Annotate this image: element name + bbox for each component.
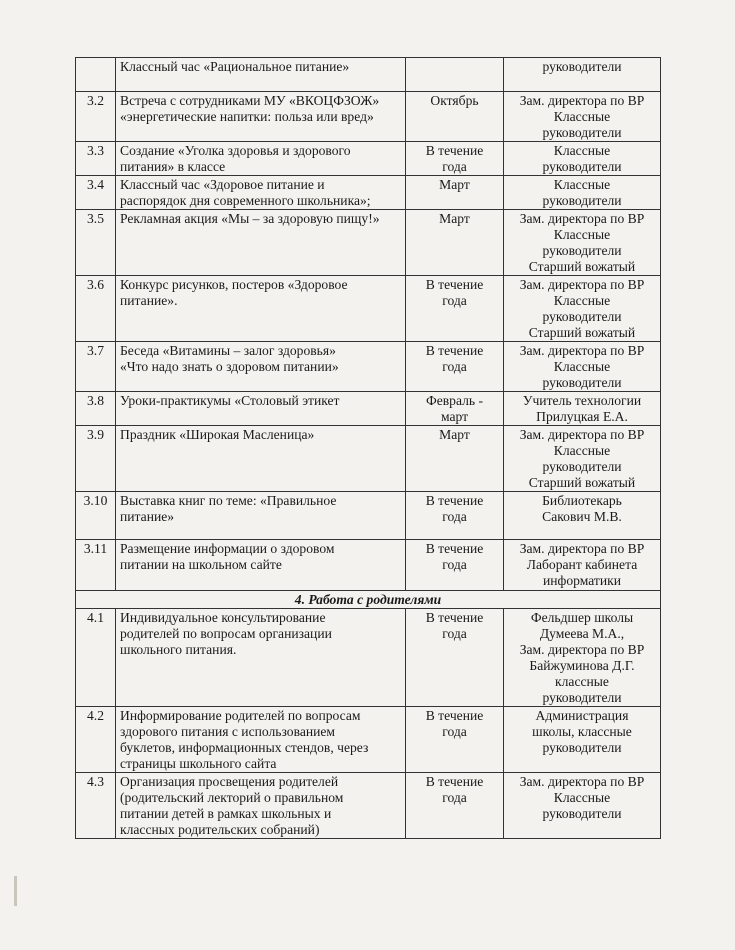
activity-name: [116, 492, 406, 540]
section-title: 4. Работа с родителями: [76, 591, 661, 609]
activity-date: [406, 540, 504, 591]
activity-date-line: года: [442, 293, 467, 308]
activity-responsible-line: Лаборант кабинета: [526, 557, 638, 572]
activity-name: [116, 426, 406, 492]
activity-responsible: [504, 342, 661, 392]
activity-responsible: [504, 276, 661, 342]
activity-date-line: года: [442, 790, 467, 805]
table-row: [76, 58, 661, 92]
activity-responsible-line: Зам. директора по ВР: [519, 642, 645, 657]
activity-name-line: «Что надо знать о здоровом питании»: [120, 359, 339, 374]
activity-date: [406, 392, 504, 426]
activity-name-line: Создание «Уголка здоровья и здорового: [120, 143, 351, 158]
activity-date: [406, 142, 504, 176]
activity-date-line: В течение: [425, 143, 484, 158]
activity-date: [406, 176, 504, 210]
activity-name-line: Индивидуальное консультирование: [120, 610, 326, 625]
scan-mark: [14, 876, 17, 906]
activity-name-line: Размещение информации о здоровом: [120, 541, 335, 556]
activity-name: [116, 176, 406, 210]
activity-date-line: года: [442, 159, 467, 174]
activity-responsible-line: классные: [555, 674, 609, 689]
row-number: 4.3: [76, 773, 116, 839]
activity-name-line: классных родительских собраний): [120, 822, 320, 837]
activities-table: [75, 57, 661, 839]
activity-name-line: Уроки-практикумы «Столовый этикет: [120, 393, 340, 408]
activity-responsible-line: Прилуцкая Е.А.: [536, 409, 628, 424]
activity-responsible-line: школы, классные: [532, 724, 632, 739]
activity-name: [116, 210, 406, 276]
activity-responsible-line: Думеева М.А.,: [539, 626, 625, 641]
activity-responsible-line: Зам. директора по ВР: [519, 277, 645, 292]
activity-date: [406, 342, 504, 392]
activity-responsible: [504, 176, 661, 210]
row-number: 3.5: [76, 210, 116, 276]
activity-responsible-line: руководители: [542, 375, 622, 390]
activity-date: [406, 609, 504, 707]
activity-date: [406, 58, 504, 92]
activity-responsible-line: руководители: [542, 806, 622, 821]
section-row: [76, 591, 661, 609]
row-number: 3.9: [76, 426, 116, 492]
activity-responsible: [504, 773, 661, 839]
activity-responsible-line: Классные: [553, 359, 611, 374]
activity-responsible: [504, 58, 661, 92]
activity-responsible-line: Зам. директора по ВР: [519, 541, 645, 556]
activity-responsible-line: Сакович М.В.: [542, 509, 622, 524]
activity-date-line: Октябрь: [430, 93, 479, 108]
activity-name: [116, 540, 406, 591]
activity-name-line: Информирование родителей по вопросам: [120, 708, 361, 723]
activity-name-line: «энергетические напитки: польза или вред»: [120, 109, 374, 124]
activity-date: [406, 276, 504, 342]
row-number: 4.2: [76, 707, 116, 773]
activity-responsible-line: руководители: [542, 125, 622, 140]
table-row: [76, 342, 661, 392]
activity-responsible-line: руководители: [542, 243, 622, 258]
activity-responsible-line: Классные: [553, 227, 611, 242]
activity-responsible: [504, 142, 661, 176]
table-row: [76, 426, 661, 492]
activity-date-line: Март: [439, 177, 470, 192]
activity-name-line: питании детей в рамках школьных и: [120, 806, 332, 821]
activity-date-line: В течение: [425, 493, 484, 508]
activity-responsible-line: Зам. директора по ВР: [519, 93, 645, 108]
activity-responsible-line: руководители: [542, 193, 622, 208]
activity-responsible: [504, 540, 661, 591]
activity-name-line: питании на школьном сайте: [120, 557, 282, 572]
table-row: [76, 492, 661, 540]
activity-responsible-line: Старший вожатый: [528, 475, 636, 490]
row-number: 3.10: [76, 492, 116, 540]
activity-name: [116, 773, 406, 839]
activity-name-line: Встреча с сотрудниками МУ «ВКОЦФЗОЖ»: [120, 93, 380, 108]
activity-date-line: года: [442, 626, 467, 641]
activity-name: [116, 92, 406, 142]
activity-date-line: В течение: [425, 708, 484, 723]
row-number: 3.11: [76, 540, 116, 591]
activity-name-line: Организация просвещения родителей: [120, 774, 339, 789]
activity-name-line: Классный час «Здоровое питание и: [120, 177, 325, 192]
table-row: [76, 92, 661, 142]
activity-responsible-line: Зам. директора по ВР: [519, 343, 645, 358]
activity-responsible: [504, 707, 661, 773]
activity-name-line: Рекламная акция «Мы – за здоровую пищу!»: [120, 211, 380, 226]
activity-name-line: Праздник «Широкая Масленица»: [120, 427, 315, 442]
activity-date: [406, 492, 504, 540]
activity-responsible: [504, 210, 661, 276]
activity-name-line: Классный час «Рациональное питание»: [120, 59, 350, 74]
table-row: [76, 392, 661, 426]
activity-name-line: (родительский лекторий о правильном: [120, 790, 344, 805]
table-row: [76, 142, 661, 176]
activity-name: [116, 58, 406, 92]
activity-date-line: В течение: [425, 774, 484, 789]
activity-name: [116, 142, 406, 176]
activity-responsible-line: Старший вожатый: [528, 325, 636, 340]
activity-responsible-line: Зам. директора по ВР: [519, 211, 645, 226]
activity-date: [406, 773, 504, 839]
activity-responsible-line: Байжуминова Д.Г.: [529, 658, 635, 673]
activity-name-line: Выставка книг по теме: «Правильное: [120, 493, 337, 508]
activity-name: [116, 707, 406, 773]
activity-name-line: питание».: [120, 293, 178, 308]
row-number: 4.1: [76, 609, 116, 707]
activity-name: [116, 392, 406, 426]
activity-responsible-line: Классные: [553, 790, 611, 805]
activity-date-line: года: [442, 509, 467, 524]
activity-name-line: Конкурс рисунков, постеров «Здоровое: [120, 277, 348, 292]
table-row: [76, 276, 661, 342]
row-number: 3.2: [76, 92, 116, 142]
activity-responsible-line: Классные: [553, 293, 611, 308]
activity-responsible-line: руководители: [542, 59, 622, 74]
activity-date-line: года: [442, 724, 467, 739]
table-row: [76, 210, 661, 276]
activity-date-line: В течение: [425, 541, 484, 556]
activity-responsible-line: руководители: [542, 309, 622, 324]
activity-name-line: здорового питания с использованием: [120, 724, 336, 739]
activity-responsible: [504, 492, 661, 540]
activity-responsible-line: Классные: [553, 143, 611, 158]
row-number: 3.8: [76, 392, 116, 426]
activity-date: [406, 210, 504, 276]
activity-responsible-line: Администрация: [535, 708, 629, 723]
activity-name-line: родителей по вопросам организации: [120, 626, 332, 641]
activity-name-line: питание»: [120, 509, 175, 524]
table-row: [76, 540, 661, 591]
activity-name-line: Беседа «Витамины – залог здоровья»: [120, 343, 336, 358]
activity-name-line: буклетов, информационных стендов, через: [120, 740, 369, 755]
activity-name-line: питания» в классе: [120, 159, 226, 174]
row-number: [76, 58, 116, 92]
activity-name-line: страницы школьного сайта: [120, 756, 277, 771]
activity-name: [116, 276, 406, 342]
activity-date-line: Март: [439, 427, 470, 442]
row-number: 3.7: [76, 342, 116, 392]
activity-responsible-line: Старший вожатый: [528, 259, 636, 274]
activity-responsible-line: Классные: [553, 443, 611, 458]
table-row: [76, 609, 661, 707]
activity-responsible-line: Учитель технологии: [522, 393, 642, 408]
table-row: [76, 707, 661, 773]
activity-responsible: [504, 609, 661, 707]
activity-responsible: [504, 392, 661, 426]
activity-responsible: [504, 426, 661, 492]
activity-responsible-line: руководители: [542, 690, 622, 705]
activity-date-line: В течение: [425, 343, 484, 358]
activity-responsible-line: Фельдшер школы: [530, 610, 634, 625]
table-body: [76, 58, 661, 839]
activity-responsible-line: руководители: [542, 740, 622, 755]
activity-date-line: март: [440, 409, 469, 424]
activity-date-line: Март: [439, 211, 470, 226]
table-row: [76, 773, 661, 839]
activity-responsible-line: Зам. директора по ВР: [519, 774, 645, 789]
activity-date-line: года: [442, 359, 467, 374]
activity-name: [116, 342, 406, 392]
activity-date-line: В течение: [425, 277, 484, 292]
activity-date: [406, 92, 504, 142]
activity-responsible-line: Зам. директора по ВР: [519, 427, 645, 442]
activity-responsible-line: информатики: [542, 573, 622, 588]
activity-name-line: распорядок дня современного школьника»;: [120, 193, 371, 208]
table-row: [76, 176, 661, 210]
activity-name: [116, 609, 406, 707]
activity-name-line: школьного питания.: [120, 642, 237, 657]
activity-responsible-line: Классные: [553, 177, 611, 192]
activity-responsible-line: руководители: [542, 159, 622, 174]
activity-date: [406, 707, 504, 773]
row-number: 3.6: [76, 276, 116, 342]
activity-date-line: Февраль -: [425, 393, 484, 408]
activity-responsible-line: Библиотекарь: [542, 493, 622, 508]
activity-responsible: [504, 92, 661, 142]
activity-date: [406, 426, 504, 492]
activity-responsible-line: руководители: [542, 459, 622, 474]
activity-date-line: года: [442, 557, 467, 572]
row-number: 3.3: [76, 142, 116, 176]
activity-responsible-line: Классные: [553, 109, 611, 124]
row-number: 3.4: [76, 176, 116, 210]
activity-date-line: В течение: [425, 610, 484, 625]
